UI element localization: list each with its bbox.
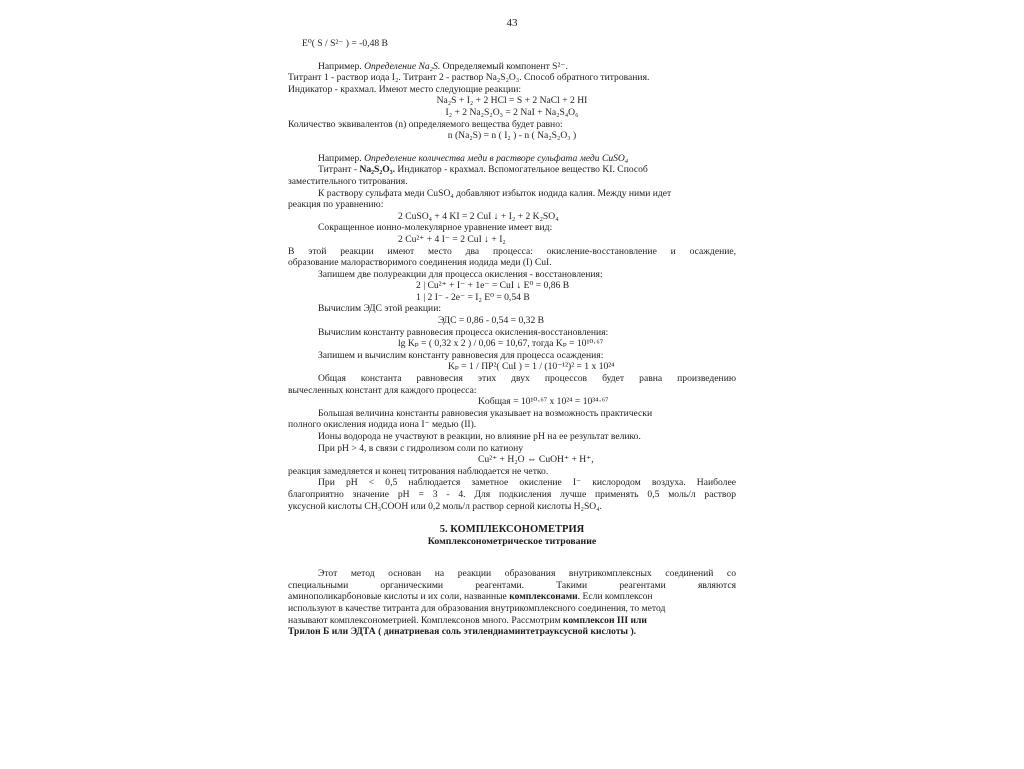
titrant-line: [288, 164, 736, 176]
text-line: образование малорастворимого соединения иодида меди (I) CuI.: [288, 257, 552, 269]
paragraph-line: Этот метод основан на реакции образования внутрикомплексных соединений со: [318, 568, 736, 580]
text-line: Количество эквивалентов (n) определяемого вещества будет равно:: [288, 118, 563, 130]
half-reaction-line: 1 | 2 I⁻ - 2e⁻ = I₂ E⁰ = 0,54 В: [416, 291, 530, 303]
text-line: Запишем и вычислим константу равновесия для процесса осаждения:: [318, 349, 604, 361]
text-line: Вычислим константу равновесия процесса окисления-восстановления:: [318, 326, 609, 338]
document-body: [288, 38, 736, 638]
text-line: Ионы водорода не участвуют в реакции, но влияние pH на ее результат велико.: [318, 431, 641, 442]
term-complexons: комплексонами: [509, 591, 578, 603]
text-line: уксусной кислоты CH₃COOH или 0,2 моль/л раствор серной кислоты H₂SO₄.: [288, 500, 602, 512]
equation-line: Kобщая = 10¹⁰·⁶⁷ x 10²⁴ = 10³⁴·⁶⁷: [478, 396, 609, 408]
equation-line: 2 CuSO₄ + 4 KI = 2 CuI ↓ + I₂ + 2 K₂SO₄: [398, 210, 559, 222]
example-topic: Определение количества меди в растворе сульфата меди CuSO₄: [364, 152, 629, 164]
example-label: Например.: [318, 152, 365, 164]
text-line: вычесленных констант для каждого процесса:: [288, 384, 477, 396]
example-component: Определяемый компонент S²⁻.: [440, 60, 568, 72]
example-label: Например.: [318, 60, 365, 72]
text-line: полного окисления иодида иона I⁻ медью (II).: [288, 419, 477, 431]
paragraph-text: называют комплексонометрией. Комплексонов много. Рассмотрим: [288, 614, 563, 626]
equation-line: Kₚ = 1 / ПР²( CuI ) = 1 / (10⁻¹²)² = 1 x 10²⁴: [448, 361, 615, 373]
text-line: благоприятно значение pH = 3 - 4. Для подкисления лучше применять 0,5 моль/л раствор: [288, 488, 736, 500]
example-na2s-heading: [288, 61, 736, 73]
text-line: Общая константа равновесия этих двух процессов будет равна произведению: [318, 373, 736, 385]
text-line: Запишем две полуреакции для процесса окисления - восстановления:: [318, 268, 603, 280]
text-line: При pH < 0,5 наблюдается заметное окисление I⁻ кислородом воздуха. Наиболее: [318, 477, 736, 489]
standard-potential-line: E⁰( S / S²⁻ ) = -0,48 В: [302, 38, 388, 49]
text-line: В этой реакции имеют место два процесса: окисление-восстановление и осаждение,: [288, 245, 736, 257]
section-subtitle: Комплексонометрическое титрование: [427, 536, 597, 548]
paragraph-text: . Если комплексон: [577, 591, 653, 603]
text-line: заместительного титрования.: [288, 175, 408, 187]
equation-line: ЭДС = 0,86 - 0,54 = 0,32 В: [438, 315, 545, 327]
paragraph-line: [288, 591, 736, 603]
text-line: Сокращенное ионно-молекулярное уравнение имеет вид:: [318, 222, 553, 234]
paragraph-line: [288, 626, 736, 638]
equation-line: I₂ + 2 Na₂S₂O₃ = 2 NaI + Na₂S₄O₆: [445, 106, 579, 118]
equation-line: Cu²⁺ + H₂O ⇔ CuOH⁺ + H⁺,: [478, 454, 594, 466]
half-reaction-line: 2 | Cu²⁺ + I⁻ + 1e⁻ = CuI ↓ E⁰ = 0,86 В: [416, 280, 570, 292]
text-line: К раствору сульфата меди CuSO₄ добавляют избыток иодида калия. Между ними идет: [318, 187, 672, 199]
term-complexon-iii: комплексон III или: [562, 614, 647, 626]
titrant-rest: Индикатор - крахмал. Вспомогательное вещество KI. Способ: [395, 164, 648, 176]
example-topic: Определение Na₂S.: [364, 60, 441, 72]
titrant-value: Na₂S₂O₃.: [359, 164, 396, 176]
section-title: 5. КОМПЛЕКСОНОМЕТРИЯ: [439, 524, 585, 536]
titrant-label: Титрант -: [318, 164, 360, 176]
text-line: Вычислим ЭДС этой реакции:: [318, 303, 441, 315]
paragraph-line: [288, 615, 736, 627]
equation-line: n (Na₂S) = n ( I₂ ) - n ( Na₂S₂O₃ ): [447, 130, 577, 142]
text-line: реакция замедляется и конец титрования наблюдается не четко.: [288, 465, 549, 477]
equation-line: Na₂S + I₂ + 2 HCl = S + 2 NaCl + 2 HI: [436, 95, 588, 107]
page-number: 43: [506, 17, 518, 29]
paragraph-line: используют в качестве титранта для образования внутрикомплексного соединения, то метод: [288, 602, 666, 614]
paragraph-line: специальными органическими реагентами. Такими реагентами являются: [288, 579, 736, 591]
text-line: Титрант 1 - раствор иода I₂. Титрант 2 - раствор Na₂S₂O₃. Способ обратного титрования.: [288, 72, 650, 84]
example-copper-heading: [288, 153, 736, 165]
text-line: Большая величина константы равновесия указывает на возможность практически: [318, 407, 653, 419]
paragraph-text: аминополикарбоновые кислоты и их соли, названные: [288, 591, 510, 603]
equation-line: lg Kₚ = ( 0,32 x 2 ) / 0,06 = 10,67, тогда Kₚ = 10¹⁰·⁶⁷: [398, 338, 604, 350]
text-line: Индикатор - крахмал. Имеют место следующие реакции:: [288, 83, 522, 95]
text-line: При pH > 4, в связи с гидролизом соли по катиону: [318, 442, 524, 454]
term-trilon-b: Трилон Б или ЭДТА ( динатриевая соль этилендиаминтетрауксусной кислоты ).: [288, 626, 637, 638]
text-line: реакция по уравнению:: [288, 199, 384, 211]
equation-line: 2 Cu²⁺ + 4 I⁻ = 2 CuI ↓ + I₂: [398, 233, 506, 245]
